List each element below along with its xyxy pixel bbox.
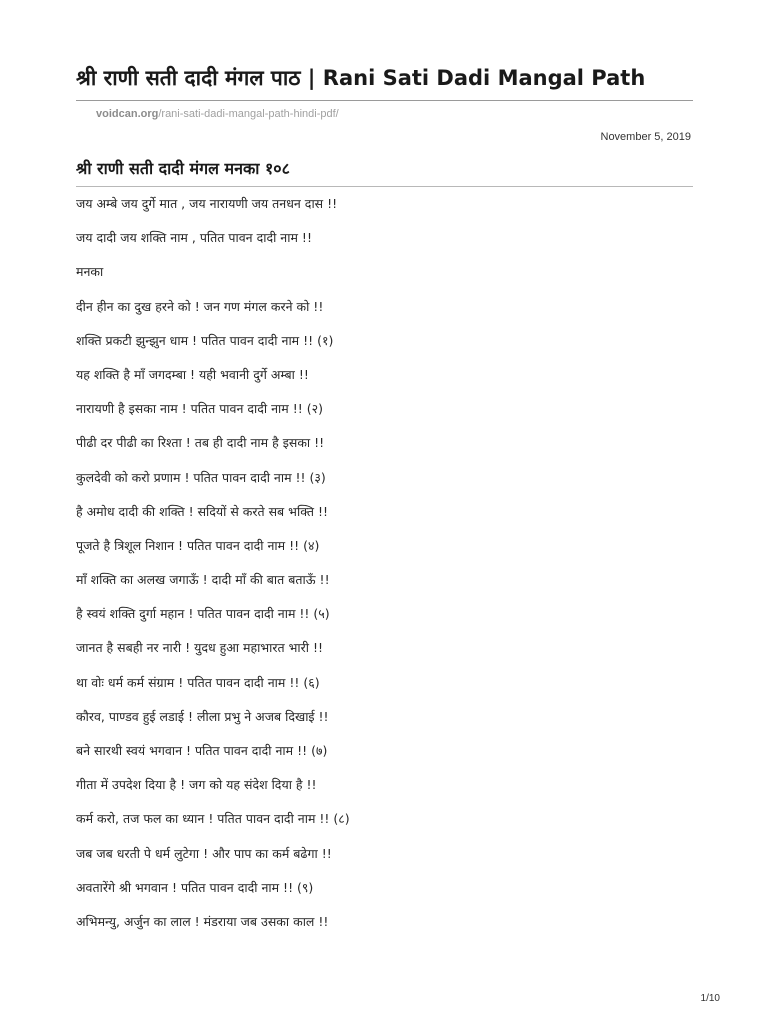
verse-line: अभिमन्यु, अर्जुन का लाल ! मंडराया जब उसका काल !! — [76, 913, 329, 929]
source-link[interactable] — [96, 106, 339, 122]
verse-list — [76, 193, 693, 945]
verse-line: पीढी दर पीढी का रिश्ता ! तब ही दादी नाम है इसका !! — [76, 435, 325, 451]
document-title: श्री राणी सती दादी मंगल पाठ | Rani Sati Dadi Mangal Path — [76, 66, 646, 90]
verse-line: नारायणी है इसका नाम ! पतित पावन दादी नाम !! (२) — [76, 401, 323, 417]
verse-line: जय अम्बे जय दुर्गे मात , जय नारायणी जय तनधन दास !! — [76, 196, 338, 211]
verse-line: जानत है सबही नर नारी ! युदध हुआ महाभारत भारी !! — [76, 640, 323, 656]
publish-date: November 5, 2019 — [600, 131, 691, 143]
verse-line: यह शक्ति है माँ जगदम्बा ! यही भवानी दुर्गे अम्बा !! — [76, 366, 309, 382]
verse-line: कर्म करो, तज फल का ध्यान ! पतित पावन दादी नाम !! (८) — [76, 811, 350, 827]
verse-line: बने सारथी स्वयं भगवान ! पतित पावन दादी नाम !! (७) — [76, 743, 328, 758]
verse-line: पूजते है त्रिशूल निशान ! पतित पावन दादी नाम !! (४) — [76, 537, 320, 553]
page-number: 1/10 — [700, 993, 720, 1004]
title-divider — [76, 100, 693, 101]
verse-line: शक्ति प्रकटी झुन्झुन धाम ! पतित पावन दादी नाम !! (१) — [76, 332, 334, 348]
verse-line: जब जब धरती पे धर्म लुटेगा ! और पाप का कर्म बढेगा !! — [76, 845, 332, 861]
verse-line: माँ शक्ति का अलख जगाऊँ ! दादी माँ की बात बताऊँ !! — [76, 572, 330, 588]
verse-line: है अमोध दादी की शक्ति ! सदियों से करते सब भक्ति !! — [76, 503, 329, 519]
verse-line: था वोः धर्म कर्म संग्राम ! पतित पावन दादी नाम !! (६) — [76, 674, 320, 690]
verse-line: कुलदेवी को करो प्रणाम ! पतित पावन दादी नाम !! (३) — [76, 469, 326, 485]
section-divider — [76, 186, 693, 187]
source-domain[interactable]: voidcan.org — [96, 108, 159, 120]
section-heading: श्री राणी सती दादी मंगल मनका १०८ — [76, 159, 290, 178]
verse-line: जय दादी जय शक्ति नाम , पतित पावन दादी नाम !! — [76, 230, 312, 246]
verse-line: दीन हीन का दुख हरने को ! जन गण मंगल करने को !! — [76, 298, 324, 314]
verse-line: मनका — [76, 264, 104, 280]
verse-line: अवतारेंगे श्री भगवान ! पतित पावन दादी नाम !! (९) — [76, 879, 314, 895]
verse-line: गीता में उपदेश दिया है ! जग को यह संदेश दिया है !! — [76, 777, 317, 793]
verse-line: कौरव, पाण्डव हुई लडाई ! लीला प्रभु ने अजब दिखाई !! — [76, 708, 329, 724]
source-path[interactable]: /rani-sati-dadi-mangal-path-hindi-pdf/ — [158, 108, 339, 120]
verse-line: है स्वयं शक्ति दुर्गा महान ! पतित पावन दादी नाम !! (५) — [76, 606, 330, 622]
